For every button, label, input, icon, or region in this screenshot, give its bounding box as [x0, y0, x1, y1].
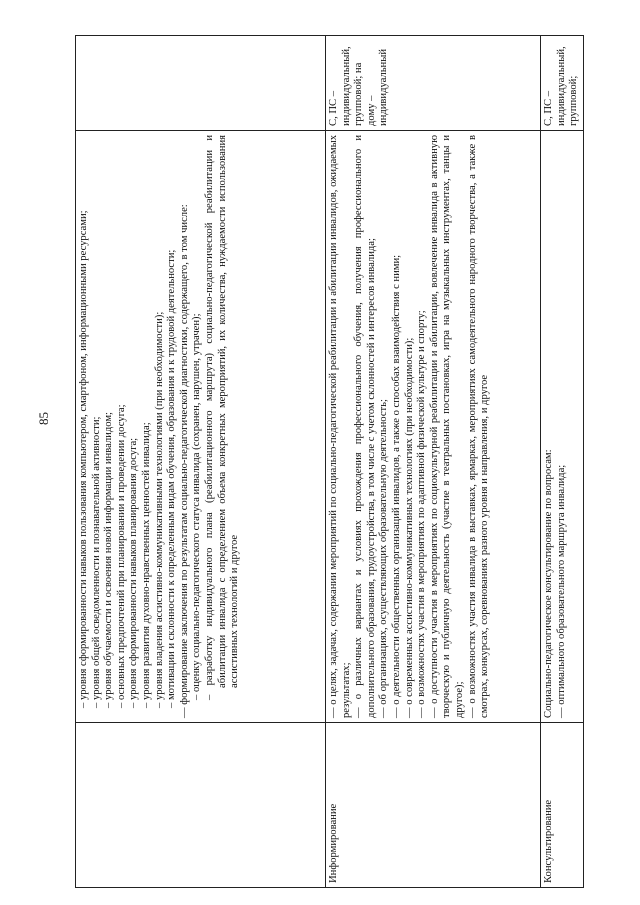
content-line: – уровня владения ассистивно-коммуникативными технологиями (при необходимости); — [153, 311, 165, 708]
content-line: – уровня общей осведомленности и познавательной активности; — [90, 416, 102, 708]
content-line: — об организациях, осуществляющих образовательную деятельность; — [378, 399, 390, 718]
rotated-table-wrapper — [75, 36, 580, 888]
service-name-cell: Консультирование — [541, 723, 584, 888]
content-line: — о различных вариантах и условиях прохождения профессионального обучения, получения профессионального и дополнительного образования, трудоустройства, в том числе с учетом склонностей и интересов инвалида; — [353, 135, 377, 718]
table-row-diagnostics — [76, 36, 326, 888]
content-line: – основных предпочтений при планировании и проведении досуга; — [115, 404, 127, 708]
service-content-cell — [76, 131, 326, 723]
service-name-cell — [76, 723, 326, 888]
service-name-cell: Информирование — [326, 723, 541, 888]
service-form-cell: С, ПС – индивидуальный, групповой; — [541, 36, 584, 131]
content-line: — о доступности участия в мероприятиях по социокультурной реабилитации и абилитации, вовлечение инвалида в активную творческую и публичную деятельность (участие в театральных постановках, игра на музыкальных инструментах, танцы и другое); — [428, 135, 465, 718]
content-line: — о современных ассистивно-коммуникативных технологиях (при необходимости); — [403, 337, 415, 718]
services-table — [75, 35, 584, 888]
content-line: — формирование заключения по результатам социально-педагогической диагностики, содержащего, в том числе: — [178, 204, 190, 718]
content-line: — о возможностях участия инвалида в выставках, ярмарках, мероприятиях самодеятельного народного творчества, а также в смотрах, конкурсах, соревнованиях разного уровня и направления, и другое — [466, 135, 491, 718]
service-content-cell — [541, 131, 584, 723]
table-row-informing — [326, 36, 541, 888]
content-line: — о целях, задачах, содержании мероприятий по социально-педагогической реабилитации и абилитации инвалидов, ожидаемых результатах; — [328, 135, 352, 718]
content-line: — о деятельности общественных организаций инвалидов, а также о способах взаимодействия с ними; — [390, 254, 402, 718]
content-line: – уровня обучаемости и освоения новой информации инвалидом; — [103, 412, 115, 708]
service-form-cell: С, ПС – индивидуальный, групповой; на дому – индивидуальный — [326, 36, 541, 131]
content-line: – уровня развития духовно-нравственных ценностей инвалида; — [140, 422, 152, 708]
content-line: Социально-педагогическое консультирование по вопросам: — [543, 449, 554, 718]
content-line: – оценку социально-педагогического статуса инвалида (сохранен, нарушен, утрачен); — [191, 313, 203, 700]
content-line: – мотивации и склонности к определенным видам обучения, образования и к трудовой деятельности; — [166, 249, 178, 708]
service-content-cell — [326, 131, 541, 723]
content-line: — оптимального образовательного маршрута инвалида; — [555, 464, 567, 718]
service-form-cell — [76, 36, 326, 131]
content-line: – уровня сформированности навыков планирования досуга; — [128, 437, 140, 708]
table-row-consulting — [541, 36, 584, 888]
content-line: – уровня сформированности навыков пользования компьютером, смартфоном, информационными ресурсами; — [78, 210, 89, 708]
content-line: – разработку индивидуального плана (реабилитационного маршрута) социально-педагогической реабилитации и абилитации инвалида с определением объема конкретных мероприятий, их количества, нуждаемости использования ассистивных технологий и другое — [203, 135, 241, 700]
content-line: — о возможностях участия в мероприятиях по адаптивной физической культуре и спорту; — [416, 310, 428, 718]
page-number: 85 — [36, 412, 51, 425]
